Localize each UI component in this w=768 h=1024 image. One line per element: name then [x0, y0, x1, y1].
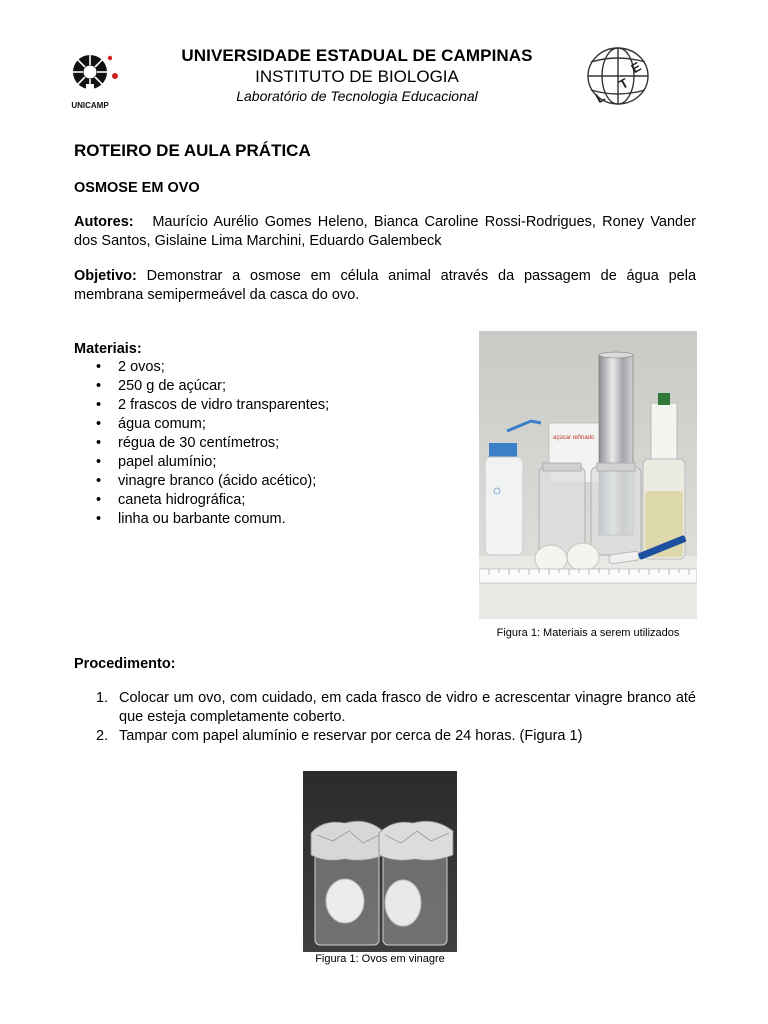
list-item: • vinagre branco (ácido acético); [96, 472, 456, 491]
list-item [96, 689, 696, 727]
lte-letter-l: L [593, 88, 608, 106]
authors-paragraph [74, 213, 696, 251]
unicamp-logo-text: UNICAMP [71, 101, 109, 110]
procedure-label: Procedimento: [74, 656, 176, 672]
lte-logo [578, 42, 656, 114]
lte-letter-e: E [628, 58, 644, 77]
list-item: • régua de 30 centímetros; [96, 434, 456, 453]
authors-label: Autores: [74, 214, 134, 230]
figure2-caption: Figura 1: Ovos em vinagre [315, 953, 445, 965]
eggs-in-vinegar-photo [303, 771, 457, 952]
institute-name: INSTITUTO DE BIOLOGIA [255, 67, 459, 86]
materials-list [96, 358, 456, 529]
list-item: • 2 frascos de vidro transparentes; [96, 396, 456, 415]
list-item: • 250 g de açúcar; [96, 377, 456, 396]
step-number: 1. [96, 690, 109, 706]
university-name: UNIVERSIDADE ESTADUAL DE CAMPINAS [181, 46, 533, 65]
list-item: • 2 ovos; [96, 358, 456, 377]
objective-label: Objetivo: [74, 268, 137, 284]
document-subtitle: OSMOSE EM OVO [74, 180, 200, 196]
list-item: • caneta hidrográfica; [96, 491, 456, 510]
sugar-bag-label: açúcar refinado [553, 435, 595, 441]
objective-paragraph [74, 267, 696, 305]
step-number: 2. [96, 728, 109, 744]
step-text: Colocar um ovo, com cuidado, em cada frasco de vidro e acrescentar vinagre branco até que esteja completamente coberto. [119, 690, 696, 725]
document-title: ROTEIRO DE AULA PRÁTICA [74, 141, 311, 160]
materials-label: Materiais: [74, 341, 142, 357]
objective-text: Demonstrar a osmose em célula animal através da passagem de água pela membrana semipermeável da casca do ovo. [74, 268, 697, 303]
list-item: • água comum; [96, 415, 456, 434]
materials-photo [479, 331, 697, 619]
lte-letter-t: T [616, 75, 631, 93]
step-text: Tampar com papel alumínio e reservar por cerca de 24 horas. (Figura 1) [119, 728, 583, 744]
figure1-caption: Figura 1: Materiais a serem utilizados [496, 627, 680, 639]
authors-text: Maurício Aurélio Gomes Heleno, Bianca Caroline Rossi-Rodrigues, Roney Vander dos Santos, Gislaine Lima Marchini, Eduardo Galembeck [74, 214, 697, 249]
list-item: • linha ou barbante comum. [96, 510, 456, 529]
procedure-steps [96, 689, 696, 746]
list-item [96, 727, 696, 746]
laboratory-name: Laboratório de Tecnologia Educacional [236, 88, 478, 104]
list-item: • papel alumínio; [96, 453, 456, 472]
unicamp-logo [60, 46, 124, 112]
